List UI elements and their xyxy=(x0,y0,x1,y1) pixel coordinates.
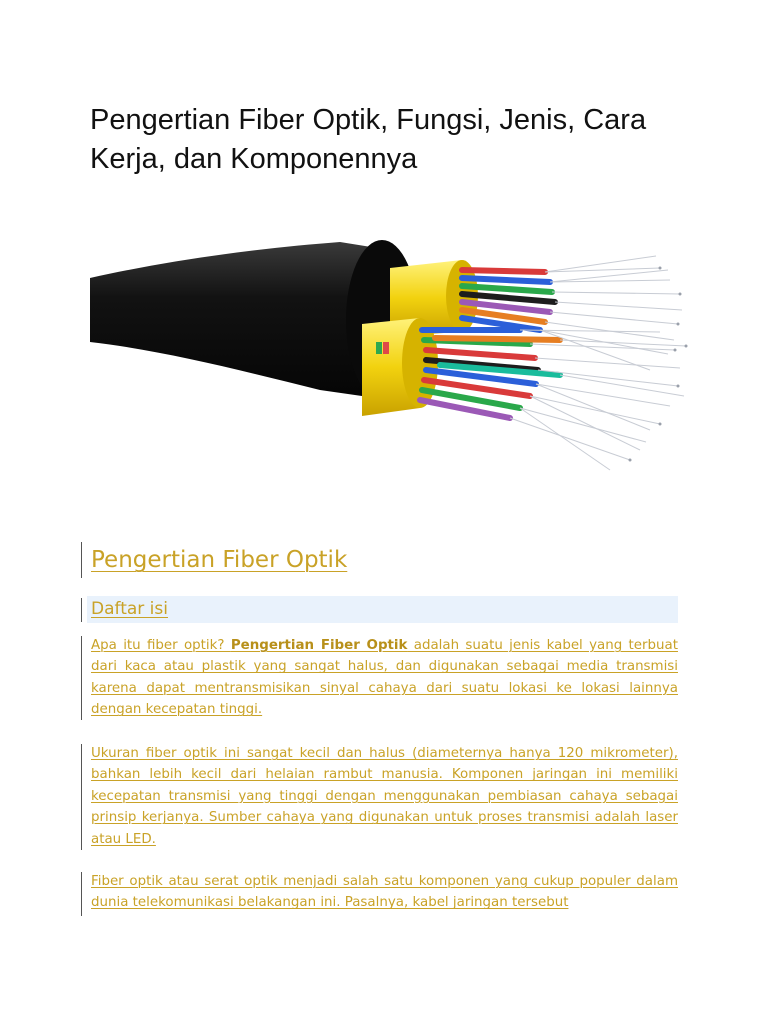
paragraph-size[interactable]: Ukuran fiber optik ini sangat kecil dan halus (diameternya hanya 120 mikrometer), bahkan lebih kecil dari helaian rambut manusia. Komponen jaringan ini memiliki kecepatan transmisi yang tinggi dengan menggunakan pembiasan cahaya sebagai prinsip kerjanya. Sumber cahaya yang digunakan untuk proses transmisi adalah laser atau LED. xyxy=(91,746,678,847)
fiber-optic-cable-image xyxy=(90,220,690,510)
paragraph-popularity[interactable]: Fiber optik atau serat optik menjadi salah satu komponen yang cukup populer dalam dunia telekomunikasi belakangan ini. Pasalnya, kabel jaringan tersebut xyxy=(91,874,678,911)
paragraph-definition[interactable] xyxy=(91,635,678,721)
paragraph-intro-text: Apa itu fiber optik? xyxy=(91,638,231,653)
paragraph-side-bar xyxy=(81,744,82,850)
paragraph-side-bar xyxy=(81,636,82,720)
heading-side-bar xyxy=(81,542,82,578)
table-of-contents[interactable] xyxy=(87,596,678,623)
toc-label-link[interactable]: Daftar isi xyxy=(91,599,168,619)
page-title: Pengertian Fiber Optik, Fungsi, Jenis, Cara Kerja, dan Komponennya xyxy=(90,104,647,175)
paragraph-bold-term: Pengertian Fiber Optik xyxy=(230,638,408,653)
paragraph-body-text: adalah suatu jenis kabel yang terbuat dari kaca atau plastik yang sangat halus, dan digunakan sebagai media transmisi karena dapat mentransmisikan sinyal cahaya dari suatu lokasi ke lokasi lainnya dengan kecepatan tinggi. xyxy=(91,638,678,718)
paragraph-side-bar xyxy=(81,872,82,916)
section-heading-link[interactable]: Pengertian Fiber Optik xyxy=(91,547,348,573)
toc-side-bar xyxy=(81,598,82,622)
